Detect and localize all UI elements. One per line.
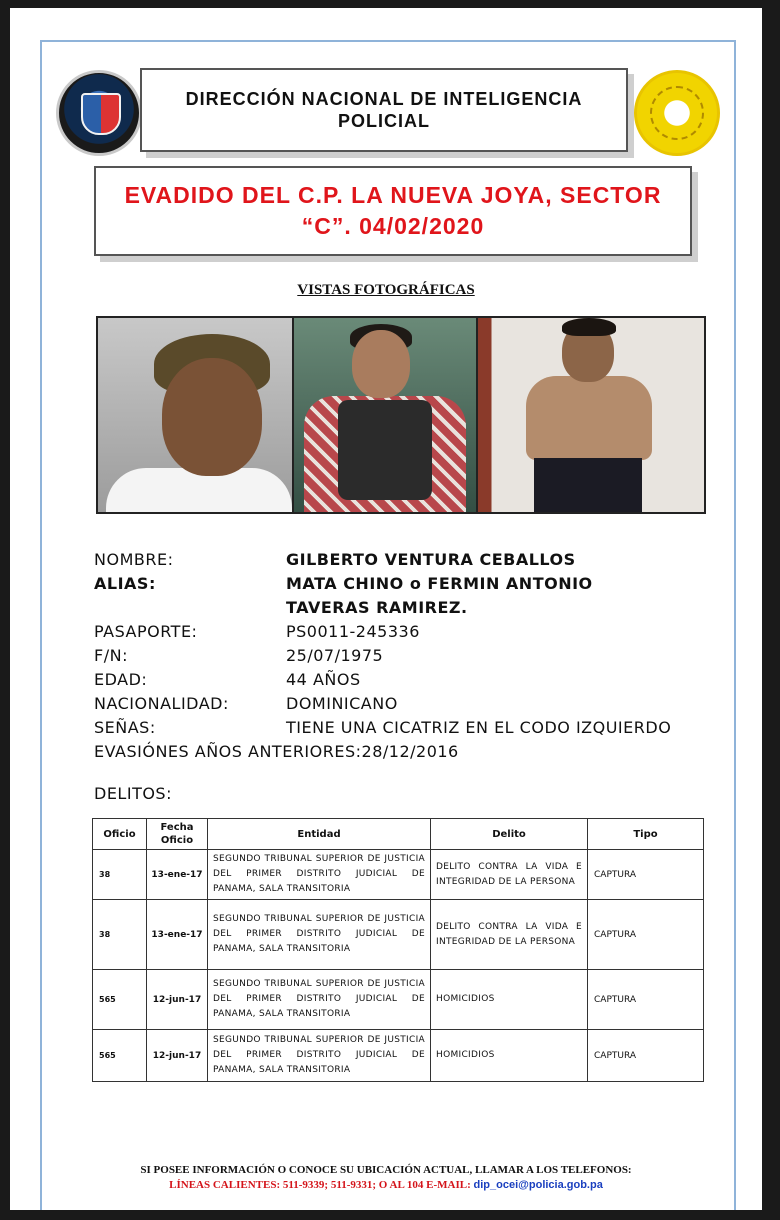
- edad-value: 44 AÑOS: [286, 670, 361, 689]
- escape-notice-title: EVADIDO DEL C.P. LA NUEVA JOYA, SECTOR “C”. 04/02/2020: [124, 182, 662, 239]
- contact-instructions: SI POSEE INFORMACIÓN O CONOCE SU UBICACIÓN ACTUAL, LLAMAR A LOS TELEFONOS:: [140, 1164, 632, 1176]
- cell-tipo: CAPTURA: [588, 850, 704, 900]
- cell-delito: DELITO CONTRA LA VIDA E INTEGRIDAD DE LA PERSONA: [431, 850, 588, 900]
- table-row: [93, 850, 704, 900]
- nombre-value: GILBERTO VENTURA CEBALLOS: [286, 550, 576, 569]
- cell-tipo: CAPTURA: [588, 900, 704, 970]
- cell-fecha: 13-ene-17: [147, 900, 208, 970]
- delitos-label: DELITOS:: [94, 784, 172, 803]
- pasaporte-value: PS0011-245336: [286, 622, 420, 641]
- vest-photo: [294, 318, 476, 512]
- agency-title: DIRECCIÓN NACIONAL DE INTELIGENCIA POLICIAL: [185, 89, 583, 131]
- nacionalidad-label: NACIONALIDAD:: [94, 694, 229, 713]
- nombre-label: NOMBRE:: [94, 550, 174, 569]
- cell-oficio: 565: [93, 1030, 147, 1082]
- cell-entidad: SEGUNDO TRIBUNAL SUPERIOR DE JUSTICIA DEL PRIMER DISTRITO JUDICIAL DE PANAMA, SALA TRANSITORIA: [208, 900, 431, 970]
- table-header-row: [93, 819, 704, 850]
- agency-title-box: [140, 68, 628, 152]
- cell-oficio: 38: [93, 900, 147, 970]
- header-entidad: Entidad: [208, 819, 431, 850]
- edad-label: EDAD:: [94, 670, 148, 689]
- body-photo: [478, 318, 704, 512]
- cell-entidad: SEGUNDO TRIBUNAL SUPERIOR DE JUSTICIA DEL PRIMER DISTRITO JUDICIAL DE PANAMA, SALA TRANSITORIA: [208, 970, 431, 1030]
- alias-value-2: TAVERAS RAMIREZ.: [286, 598, 468, 617]
- senas-label: SEÑAS:: [94, 718, 156, 737]
- alias-value-1: MATA CHINO o FERMIN ANTONIO: [286, 574, 593, 593]
- shield-icon: [81, 93, 121, 135]
- table-row: [93, 900, 704, 970]
- table-row: [93, 1030, 704, 1082]
- crimes-table: [92, 818, 704, 1082]
- fn-value: 25/07/1975: [286, 646, 384, 665]
- cell-oficio: 565: [93, 970, 147, 1030]
- cell-tipo: CAPTURA: [588, 970, 704, 1030]
- cell-delito: DELITO CONTRA LA VIDA E INTEGRIDAD DE LA PERSONA: [431, 900, 588, 970]
- header-tipo: Tipo: [588, 819, 704, 850]
- contact-email: dip_ocei@policia.gob.pa: [473, 1179, 603, 1191]
- header-fecha: Fecha Oficio: [147, 819, 208, 850]
- header-delito: Delito: [431, 819, 588, 850]
- person-info: [94, 548, 734, 806]
- wanted-notice-page: [10, 8, 762, 1210]
- header-oficio: Oficio: [93, 819, 147, 850]
- cell-tipo: CAPTURA: [588, 1030, 704, 1082]
- table-row: [93, 970, 704, 1030]
- cell-delito: HOMICIDIOS: [431, 1030, 588, 1082]
- hotline-numbers: LÍNEAS CALIENTES: 511-9339; 511-9331; O AL 104 E-MAIL:: [169, 1179, 474, 1191]
- cell-entidad: SEGUNDO TRIBUNAL SUPERIOR DE JUSTICIA DEL PRIMER DISTRITO JUDICIAL DE PANAMA, SALA TRANSITORIA: [208, 1030, 431, 1082]
- bottom-bar: [0, 1210, 780, 1220]
- cell-delito: HOMICIDIOS: [431, 970, 588, 1030]
- photos-heading: VISTAS FOTOGRÁFICAS: [297, 282, 475, 298]
- cell-fecha: 13-ene-17: [147, 850, 208, 900]
- nacionalidad-value: DOMINICANO: [286, 694, 398, 713]
- fn-label: F/N:: [94, 646, 128, 665]
- evasiones-text: EVASIÓNES AÑOS ANTERIORES:28/12/2016: [94, 742, 459, 761]
- hotline-info: [10, 1179, 762, 1191]
- cell-fecha: 12-jun-17: [147, 970, 208, 1030]
- cell-entidad: SEGUNDO TRIBUNAL SUPERIOR DE JUSTICIA DEL PRIMER DISTRITO JUDICIAL DE PANAMA, SALA TRANSITORIA: [208, 850, 431, 900]
- portrait-photo: [98, 318, 292, 512]
- photo-strip: [96, 316, 706, 514]
- republic-seal-logo: [634, 70, 720, 156]
- pasaporte-label: PASAPORTE:: [94, 622, 198, 641]
- cell-fecha: 12-jun-17: [147, 1030, 208, 1082]
- escape-notice-box: [94, 166, 692, 256]
- police-badge-logo: [56, 70, 142, 156]
- seal-ring-icon: [650, 86, 704, 140]
- alias-label: ALIAS:: [94, 574, 156, 593]
- senas-value: TIENE UNA CICATRIZ EN EL CODO IZQUIERDO: [286, 718, 672, 737]
- cell-oficio: 38: [93, 850, 147, 900]
